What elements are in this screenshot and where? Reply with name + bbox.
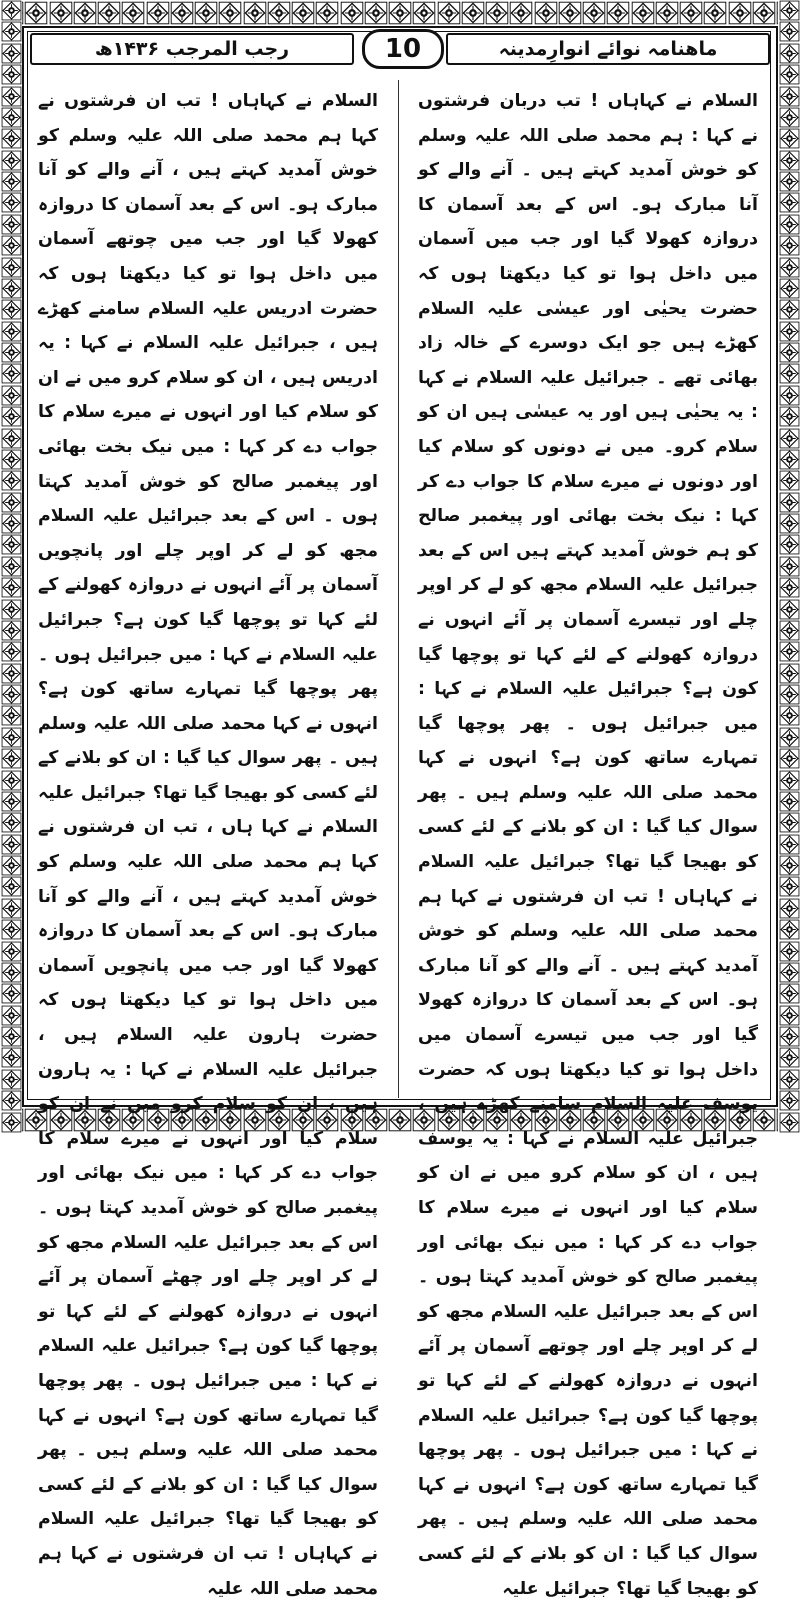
ornament-tile bbox=[1, 834, 22, 855]
ornament-tile bbox=[1, 128, 22, 149]
ornament-tile bbox=[779, 43, 800, 64]
ornament-tile bbox=[1, 556, 22, 577]
ornament-tile bbox=[779, 385, 800, 406]
ornament-tile bbox=[1, 513, 22, 534]
ornament-tile bbox=[1, 641, 22, 662]
ornament-tile bbox=[779, 1026, 800, 1047]
ornament-tile bbox=[779, 834, 800, 855]
ornament-tile bbox=[1, 705, 22, 726]
ornament-tile bbox=[1, 577, 22, 598]
ornament-tile bbox=[146, 1, 170, 25]
ornament-tile bbox=[1, 171, 22, 192]
ornament-tile bbox=[1, 941, 22, 962]
ornament-tile bbox=[582, 1, 606, 25]
ornament-tile bbox=[779, 898, 800, 919]
ornament-tile bbox=[1, 727, 22, 748]
ornament-tile bbox=[779, 257, 800, 278]
ornament-tile bbox=[364, 1, 388, 25]
ornament-tile bbox=[779, 492, 800, 513]
ornament-tile bbox=[1, 406, 22, 427]
ornament-tile bbox=[779, 0, 800, 21]
ornament-tile bbox=[779, 941, 800, 962]
ornament-tile bbox=[1, 0, 22, 21]
ornament-tile bbox=[1, 278, 22, 299]
ornamental-border-left bbox=[0, 0, 22, 1133]
ornament-tile bbox=[461, 1, 485, 25]
ornament-tile bbox=[631, 1, 655, 25]
ornament-tile bbox=[1, 876, 22, 897]
ornament-tile bbox=[1, 257, 22, 278]
ornament-tile bbox=[534, 1, 558, 25]
ornament-tile bbox=[779, 791, 800, 812]
ornament-tile bbox=[1, 86, 22, 107]
ornament-tile bbox=[779, 299, 800, 320]
ornament-tile bbox=[779, 64, 800, 85]
ornament-tile bbox=[1, 534, 22, 555]
column-right-text: السلام نے کہاہاں ! تب دربان فرشتوں نے کہا : ہم محمد صلی اللہ علیہ وسلم کو خوش آمدید کہتے ہیں ۔ آنے والے کو آنا مبارک ہو۔ اس کے بعد آسمان کا دروازہ کھولا گیا اور جب میں آسمان میں داخل ہوا تو کیا دیکھتا ہوں کہ حضرت یحیٰی اور عیسٰی علیہ السلام کھڑے ہیں جو ایک دوسرے کے خالہ زاد بھائی تھے ۔ جبرائیل علیہ السلام نے کہا : یہ یحیٰی ہیں اور یہ عیسٰی ہیں ان کو سلام کرو۔ میں نے دونوں کو سلام کیا اور دونوں نے میرے سلام کا جواب دے کر کہا : نیک بخت بھائی اور پیغمبر صالح کو ہم خوش آمدید کہتے ہیں اس کے بعد جبرائیل علیہ السلام مجھ کو لے کر اوپر چلے اور تیسرے آسمان پر آئے انہوں نے دروازہ کھولنے کے لئے کہا تو پوچھا گیا کون ہے؟ جبرائیل علیہ السلام نے کہا : میں جبرائیل ہوں ۔ پھر پوچھا گیا تمہارے ساتھ کون ہے؟ انہوں نے کہا محمد صلی اللہ علیہ وسلم ہیں ۔ پھر سوال کیا گیا : ان کو بلانے کے لئے کسی کو بھیجا گیا تھا؟ جبرائیل علیہ السلام نے کہاہاں ! تب ان فرشتوں نے کہا ہم محمد صلی اللہ علیہ وسلم کو خوش آمدید کہتے ہیں ۔ آنے والے کو آنا مبارک ہو۔ اس کے بعد آسمان کا دروازہ کھولا گیا اور جب میں تیسرے آسمان میں داخل ہوا تو کیا دیکھتا ہوں کہ حضرت یوسف علیہ السلام سامنے کھڑے ہیں ، جبرائیل علیہ السلام نے کہا : یہ یوسف ہیں ، ان کو سلام کرو میں نے ان کو سلام کیا اور انہوں نے میرے سلام کا جواب دے کر کہا : میں نیک بھائی اور پیغمبر صالح کو خوش آمدید کہتا ہوں ۔ اس کے بعد جبرائیل علیہ السلام مجھ کو لے کر اوپر چلے اور چوتھے آسمان پر آئے انہوں نے دروازہ کھولنے کے لئے کہا تو پوچھا گیا کون ہے؟ جبرائیل علیہ السلام نے کہا : میں جبرائیل ہوں ۔ پھر پوچھا گیا تمہارے ساتھ کون ہے؟ انہوں نے کہا محمد صلی اللہ علیہ وسلم ہیں ۔ پھر سوال کیا گیا : ان کو بلانے کے لئے کسی کو بھیجا گیا تھا؟ جبرائیل علیہ bbox=[418, 91, 758, 1599]
ornament-tile bbox=[779, 855, 800, 876]
ornament-tile bbox=[121, 1, 145, 25]
ornament-tile bbox=[606, 1, 630, 25]
ornament-tile bbox=[779, 214, 800, 235]
ornament-tile bbox=[1, 1090, 22, 1111]
ornament-tile bbox=[779, 171, 800, 192]
ornament-tile bbox=[1, 1026, 22, 1047]
ornament-tile bbox=[1, 919, 22, 940]
ornament-tile bbox=[779, 21, 800, 42]
ornament-tile bbox=[779, 876, 800, 897]
ornament-tile bbox=[779, 684, 800, 705]
ornament-tile bbox=[728, 1, 752, 25]
ornament-tile bbox=[1, 812, 22, 833]
ornament-tile bbox=[679, 1, 703, 25]
ornament-tile bbox=[1, 299, 22, 320]
ornament-tile bbox=[73, 1, 97, 25]
ornament-tile bbox=[779, 727, 800, 748]
ornament-tile bbox=[437, 1, 461, 25]
ornament-tile bbox=[1, 321, 22, 342]
ornament-tile bbox=[1, 192, 22, 213]
ornament-tile bbox=[1, 983, 22, 1004]
ornament-tile bbox=[1, 663, 22, 684]
ornament-tile bbox=[779, 599, 800, 620]
ornament-tile bbox=[779, 620, 800, 641]
ornament-tile bbox=[1, 363, 22, 384]
ornament-tile bbox=[655, 1, 679, 25]
ornament-tile bbox=[779, 983, 800, 1004]
ornament-tile bbox=[1, 214, 22, 235]
ornament-tile bbox=[1, 1005, 22, 1026]
ornament-tile bbox=[779, 449, 800, 470]
ornament-tile bbox=[97, 1, 121, 25]
ornament-tile bbox=[779, 748, 800, 769]
ornament-tile bbox=[779, 556, 800, 577]
ornament-tile bbox=[779, 1069, 800, 1090]
ornament-tile bbox=[194, 1, 218, 25]
text-column-right bbox=[418, 84, 758, 1599]
ornament-tile bbox=[1, 962, 22, 983]
column-divider bbox=[398, 80, 399, 1098]
ornament-tile bbox=[779, 577, 800, 598]
ornament-tile bbox=[779, 107, 800, 128]
ornament-tile bbox=[1, 64, 22, 85]
ornament-tile bbox=[558, 1, 582, 25]
ornament-tile bbox=[1, 898, 22, 919]
ornament-tile bbox=[779, 278, 800, 299]
ornament-tile bbox=[24, 1, 48, 25]
ornament-tile bbox=[1, 449, 22, 470]
ornament-tile bbox=[1, 21, 22, 42]
text-column-left bbox=[38, 84, 378, 1599]
ornament-tile bbox=[485, 1, 509, 25]
ornament-tile bbox=[1, 620, 22, 641]
ornament-tile bbox=[779, 663, 800, 684]
ornament-tile bbox=[752, 1, 776, 25]
ornament-tile bbox=[170, 1, 194, 25]
ornamental-border-right bbox=[778, 0, 800, 1133]
ornament-tile bbox=[1, 599, 22, 620]
ornament-tile bbox=[779, 128, 800, 149]
ornament-tile bbox=[1, 684, 22, 705]
ornament-tile bbox=[1, 470, 22, 491]
ornament-tile bbox=[1, 1112, 22, 1133]
ornament-tile bbox=[1, 107, 22, 128]
ornament-tile bbox=[779, 641, 800, 662]
ornament-tile bbox=[779, 321, 800, 342]
ornament-tile bbox=[779, 1047, 800, 1068]
ornament-tile bbox=[1, 150, 22, 171]
ornament-tile bbox=[779, 770, 800, 791]
ornamental-border-top bbox=[0, 0, 800, 26]
ornament-tile bbox=[779, 406, 800, 427]
ornament-tile bbox=[703, 1, 727, 25]
magazine-title: ماھنامہ نوائے انوارِمدینہ bbox=[446, 33, 770, 65]
ornament-tile bbox=[49, 1, 73, 25]
ornament-tile bbox=[779, 192, 800, 213]
ornament-tile bbox=[1, 748, 22, 769]
ornament-tile bbox=[388, 1108, 412, 1132]
ornament-tile bbox=[1, 385, 22, 406]
ornament-tile bbox=[779, 919, 800, 940]
page-number: 10 bbox=[362, 29, 444, 69]
ornament-tile bbox=[1, 855, 22, 876]
ornament-tile bbox=[779, 235, 800, 256]
ornament-tile bbox=[412, 1, 436, 25]
ornament-tile bbox=[779, 86, 800, 107]
ornament-tile bbox=[1, 770, 22, 791]
ornament-tile bbox=[291, 1, 315, 25]
ornament-tile bbox=[779, 1005, 800, 1026]
ornament-tile bbox=[779, 150, 800, 171]
ornament-tile bbox=[779, 428, 800, 449]
ornament-tile bbox=[1, 342, 22, 363]
ornament-tile bbox=[218, 1, 242, 25]
ornament-tile bbox=[388, 1, 412, 25]
ornament-tile bbox=[779, 962, 800, 983]
ornament-tile bbox=[1, 1069, 22, 1090]
ornament-tile bbox=[1, 791, 22, 812]
ornament-tile bbox=[779, 342, 800, 363]
ornament-tile bbox=[243, 1, 267, 25]
ornament-tile bbox=[779, 470, 800, 491]
ornament-tile bbox=[779, 1112, 800, 1133]
ornament-tile bbox=[779, 705, 800, 726]
ornament-tile bbox=[779, 1090, 800, 1111]
ornament-tile bbox=[779, 534, 800, 555]
issue-date: رجب المرجب ۱۴۳۶ھ bbox=[30, 33, 354, 65]
ornament-tile bbox=[509, 1, 533, 25]
ornament-tile bbox=[267, 1, 291, 25]
ornament-tile bbox=[779, 812, 800, 833]
ornament-tile bbox=[779, 363, 800, 384]
ornament-tile bbox=[1, 1047, 22, 1068]
ornament-tile bbox=[340, 1, 364, 25]
ornament-tile bbox=[1, 235, 22, 256]
page-header bbox=[30, 33, 770, 65]
ornament-tile bbox=[779, 513, 800, 534]
ornament-tile bbox=[1, 428, 22, 449]
ornament-tile bbox=[315, 1, 339, 25]
column-left-text: السلام نے کہاہاں ! تب ان فرشتوں نے کہا ہم محمد صلی اللہ علیہ وسلم کو خوش آمدید کہتے ہیں ، آنے والے کو آنا مبارک ہو۔ اس کے بعد آسمان کا دروازہ کھولا گیا اور جب میں چوتھے آسمان میں داخل ہوا تو کیا دیکھتا ہوں کہ حضرت ادریس علیہ السلام سامنے کھڑے ہیں ، جبرائیل علیہ السلام نے کہا : یہ ادریس ہیں ، ان کو سلام کرو میں نے ان کو سلام کیا اور انہوں نے میرے سلام کا جواب دے کر کہا : میں نیک بخت بھائی اور پیغمبر صالح کو خوش آمدید کہتا ہوں ۔ اس کے بعد جبرائیل علیہ السلام مجھ کو لے کر اوپر چلے اور پانچویں آسمان پر آئے انہوں نے دروازہ کھولنے کے لئے کہا تو پوچھا گیا کون ہے؟ جبرائیل علیہ السلام نے کہا : میں جبرائیل ہوں ۔ پھر پوچھا گیا تمہارے ساتھ کون ہے؟ انہوں نے کہا محمد صلی اللہ علیہ وسلم ہیں ۔ پھر سوال کیا گیا : ان کو بلانے کے لئے کسی کو بھیجا گیا تھا؟ جبرائیل علیہ السلام نے کہا ہاں ، تب ان فرشتوں نے کہا ہم محمد صلی اللہ علیہ وسلم کو خوش آمدید کہتے ہیں ، آنے والے کو آنا مبارک ہو۔ اس کے بعد آسمان کا دروازہ کھولا گیا اور جب میں پانچویں آسمان میں داخل ہوا تو کیا دیکھتا ہوں کہ حضرت ہارون علیہ السلام ہیں ، جبرائیل علیہ السلام نے کہا : یہ ہارون ہیں ، ان کو سلام کرو میں نے ان کو سلام کیا اور انہوں نے میرے سلام کا جواب دے کر کہا : میں نیک بھائی اور پیغمبر صالح کو خوش آمدید کہتا ہوں ۔ اس کے بعد جبرائیل علیہ السلام مجھ کو لے کر اوپر چلے اور چھٹے آسمان پر آئے انہوں نے دروازہ کھولنے کے لئے کہا تو پوچھا گیا کون ہے؟ جبرائیل علیہ السلام نے کہا : میں جبرائیل ہوں ۔ پھر پوچھا گیا تمہارے ساتھ کون ہے؟ انہوں نے کہا محمد صلی اللہ علیہ وسلم ہیں ۔ پھر سوال کیا گیا : ان کو بلانے کے لئے کسی کو بھیجا گیا تھا؟ جبرائیل علیہ السلام نے کہاہاں ! تب ان فرشتوں نے کہا ہم محمد صلی اللہ علیہ bbox=[38, 91, 378, 1599]
ornament-tile bbox=[1, 43, 22, 64]
ornament-tile bbox=[1, 492, 22, 513]
